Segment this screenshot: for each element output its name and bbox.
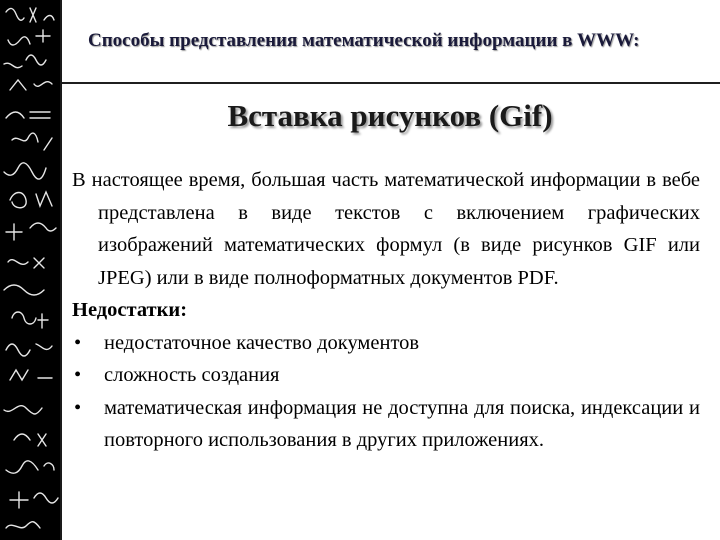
list-item [72,327,700,360]
list-item-text: математическая информация не доступна для поиска, индексации и повторного использования в других приложениях. [104,396,700,451]
intro-paragraph: В настоящее время, большая часть математической информации в вебе представлена в виде текстов с включением графических изображений математических формул (в виде рисунков GIF или JPEG) или в виде полноформатных документов PDF. [72,169,700,289]
disadvantages-heading: Недостатки: [72,299,188,321]
list-item [72,359,700,392]
formula-decoration-strip [0,0,60,540]
list-item [72,392,700,457]
slide-body [72,164,700,457]
bullet-icon: • [74,331,82,354]
header-title: Способы представления математической информации в WWW: [88,30,640,51]
list-item-text: сложность создания [104,364,280,386]
header-divider [62,82,720,84]
list-item-text: недостаточное качество документов [104,331,420,354]
handwritten-formulas-icon [0,0,60,540]
slide-title: Вставка рисунков (Gif) [227,98,553,133]
bullet-icon: • [74,396,82,419]
bullet-icon: • [74,364,82,386]
disadvantages-list [72,327,700,457]
